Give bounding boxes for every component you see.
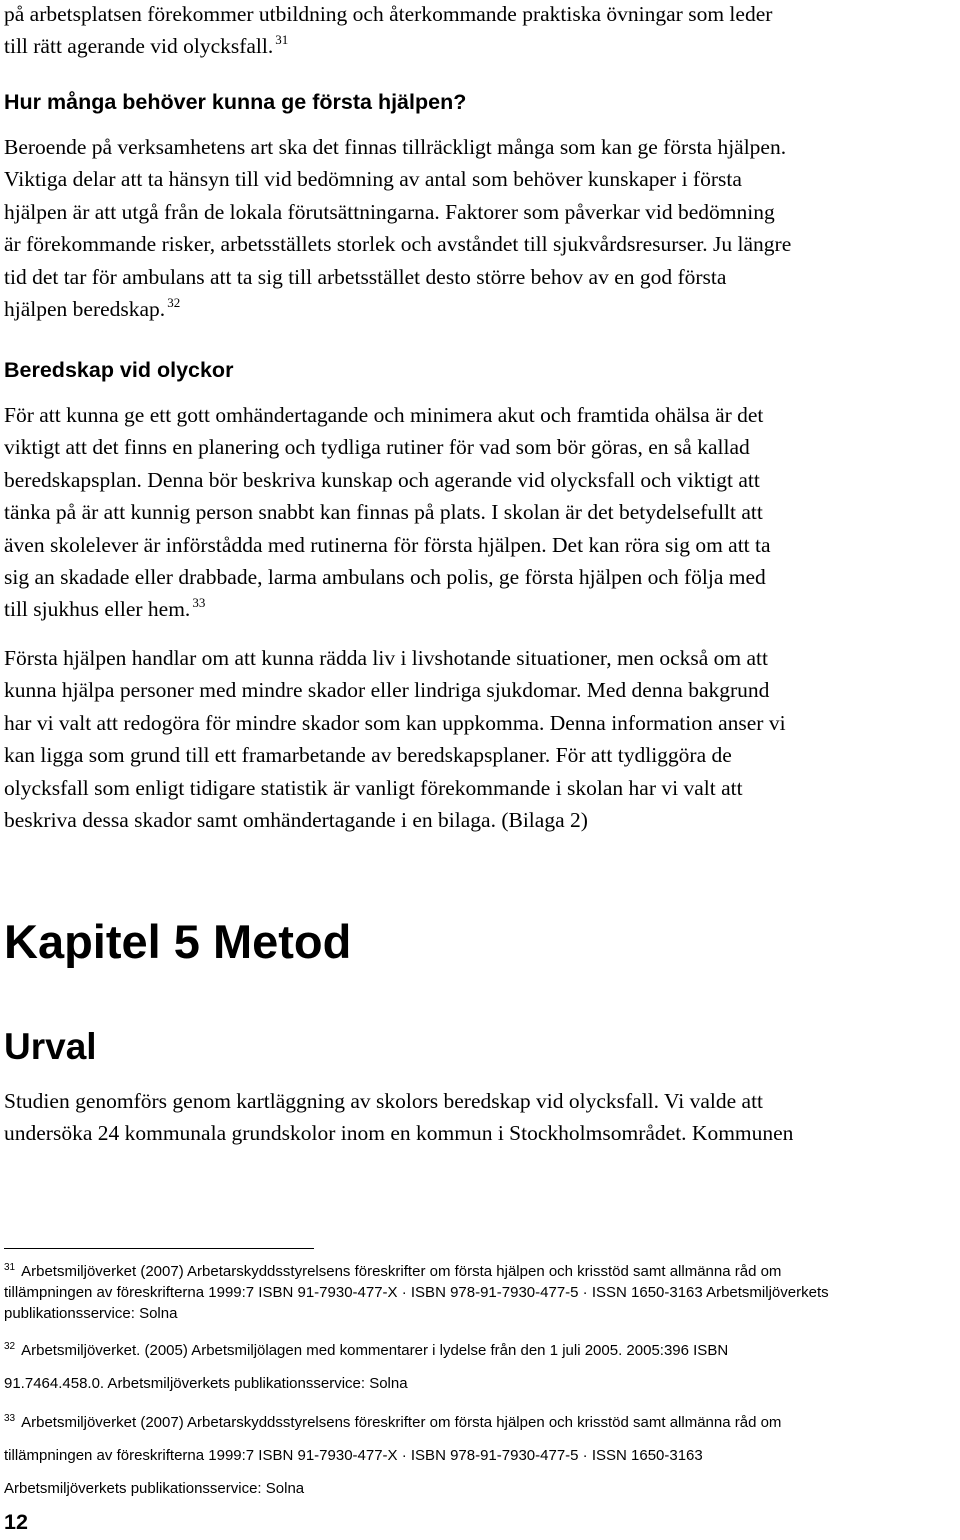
section-paragraph: [4, 131, 791, 325]
footnote-number: 33: [4, 1413, 16, 1424]
footnote-number: 31: [4, 1262, 16, 1273]
footnote: [4, 1406, 781, 1505]
section-paragraph: [4, 399, 771, 626]
footnote-line: [4, 1261, 829, 1282]
footnote-number: 32: [4, 1341, 16, 1352]
footnote-ref: 32: [167, 295, 181, 311]
text-line: även skolelever är införstådda med rutinerna för första hjälpen. Det kan röra sig om att ta: [4, 532, 771, 557]
text-line: sig an skadade eller drabbade, larma ambulans och polis, ge första hjälpen och följa med: [4, 565, 766, 590]
footnote: [4, 1334, 728, 1400]
footnote-line: [4, 1334, 728, 1367]
page-number: 12: [4, 1510, 28, 1534]
text-line: [4, 30, 772, 62]
text-line: kan ligga som grund till ett framarbetande av beredskapsplaner. För att tydliggöra de: [4, 743, 732, 768]
text-line-content: till rätt agerande vid olycksfall.: [4, 34, 274, 59]
text-line: För att kunna ge ett gott omhändertagande och minimera akut och framtida ohälsa är det: [4, 403, 764, 427]
text-line: [4, 293, 791, 325]
text-line: på arbetsplatsen förekommer utbildning och återkommande praktiska övningar som leder: [4, 2, 773, 26]
text-line: har vi valt att redogöra för mindre skador som kan uppkomma. Denna information anser vi: [4, 710, 786, 735]
text-line: undersöka 24 kommunala grundskolor inom en kommun i Stockholmsområdet. Kommunen: [4, 1121, 794, 1146]
footnote-line: 91.7464.458.0. Arbetsmiljöverkets publikationsservice: Solna: [4, 1375, 408, 1392]
section-heading: Beredskap vid olyckor: [4, 358, 234, 382]
footnote: [4, 1261, 829, 1324]
text-line: [4, 593, 771, 625]
text-line: är förekommande risker, arbetsställets storlek och avståndet till sjukvårdsresurser. Ju längre: [4, 232, 792, 257]
text-line: beredskapsplan. Denna bör beskriva kunskap och agerande vid olycksfall och viktigt att: [4, 467, 760, 492]
footnote-line: Arbetsmiljöverkets publikationsservice: Solna: [4, 1480, 305, 1497]
intro-paragraph: [4, 0, 772, 63]
text-line: beskriva dessa skador samt omhändertagande i en bilaga. (Bilaga 2): [4, 808, 588, 833]
text-line: Första hjälpen handlar om att kunna rädda liv i livshotande situationer, men också om att: [4, 646, 768, 670]
text-line: olycksfall som enligt tidigare statistik är vanligt förekommande i skolan har vi valt att: [4, 775, 743, 800]
text-line: Viktiga delar att ta hänsyn till vid bedömning av antal som behöver kunskaper i första: [4, 167, 742, 192]
footnote-ref: 33: [192, 595, 206, 611]
footnote-line: publikationsservice: Solna: [4, 1305, 178, 1322]
text-line: kunna hjälpa personer med mindre skador eller lindriga sjukdomar. Med denna bakgrund: [4, 678, 770, 703]
text-line-content: till sjukhus eller hem.: [4, 597, 191, 622]
footnote-line: [4, 1406, 781, 1439]
text-line: hjälpen är att utgå från de lokala förutsättningarna. Faktorer som påverkar vid bedömning: [4, 199, 775, 224]
footnote-divider: [4, 1248, 314, 1249]
text-line: Studien genomförs genom kartläggning av skolors beredskap vid olycksfall. Vi valde att: [4, 1089, 764, 1113]
chapter-title: Kapitel 5 Metod: [4, 915, 352, 968]
section-paragraph: [4, 1085, 793, 1150]
subsection-heading: Urval: [4, 1026, 97, 1067]
footnote-line: tillämpningen av föreskrifterna 1999:7 ISBN 91-7930-477-X · ISBN 978-91-7930-477-5 · ISSN 1650-3163 Arbetsmiljöverkets: [4, 1284, 829, 1301]
text-line: tid det tar för ambulans att ta sig till arbetsstället desto större behov av en god första: [4, 264, 727, 289]
footnote-text: Arbetsmiljöverket (2007) Arbetarskyddsstyrelsens föreskrifter om första hjälpen och krisstöd samt allmänna råd om: [21, 1263, 782, 1280]
footnote-text: Arbetsmiljöverket. (2005) Arbetsmiljölagen med kommentarer i lydelse från den 1 juli 2005. 2005:396 ISBN: [21, 1342, 729, 1359]
section-paragraph: [4, 642, 786, 836]
text-line-content: hjälpen beredskap.: [4, 297, 166, 322]
footnote-line: tillämpningen av föreskrifterna 1999:7 ISBN 91-7930-477-X · ISBN 978-91-7930-477-5 · ISSN 1650-3163: [4, 1447, 703, 1464]
text-line: viktigt att det finns en planering och tydliga rutiner för vad som bör göras, en så kallad: [4, 435, 750, 460]
footnote-ref: 31: [275, 32, 289, 48]
footnote-text: Arbetsmiljöverket (2007) Arbetarskyddsstyrelsens föreskrifter om första hjälpen och krisstöd samt allmänna råd om: [21, 1414, 782, 1431]
text-line: tänka på är att kunnig person snabbt kan finnas på plats. I skolan är det betydelsefullt att: [4, 500, 763, 525]
section-heading: Hur många behöver kunna ge första hjälpen?: [4, 90, 467, 114]
text-line: Beroende på verksamhetens art ska det finnas tillräckligt många som kan ge första hjälpen.: [4, 135, 787, 159]
